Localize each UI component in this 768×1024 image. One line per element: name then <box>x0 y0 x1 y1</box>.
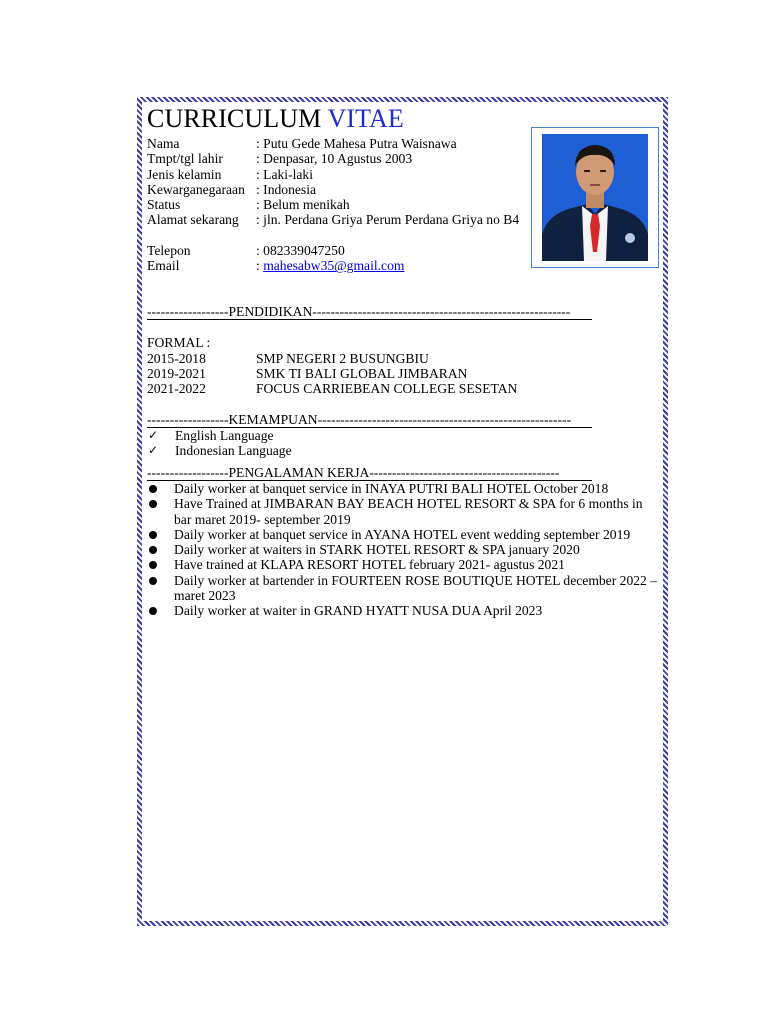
experience-header: ------------------PENGALAMAN KERJA------------------------------------------ <box>147 465 592 481</box>
info-label: Jenis kelamin <box>147 166 222 182</box>
education-school: FOCUS CARRIEBEAN COLLEGE SESETAN <box>256 381 518 397</box>
personal-info <box>147 136 659 228</box>
list-item <box>147 428 659 443</box>
experience-text: Have trained at KLAPA RESORT HOTEL february 2021- agustus 2021 <box>174 557 565 573</box>
email-prefix: : <box>256 258 264 274</box>
skill-text: Indonesian Language <box>175 443 292 459</box>
list-item <box>147 481 659 496</box>
formal-label: FORMAL : <box>147 335 211 351</box>
info-value: : Belum menikah <box>256 197 350 213</box>
experience-text: Daily worker at waiters in STARK HOTEL RESORT & SPA january 2020 <box>174 542 580 558</box>
list-item <box>147 603 659 618</box>
experience-text: Daily worker at banquet service in INAYA PUTRI BALI HOTEL October 2018 <box>174 480 609 496</box>
skills-header: ------------------KEMAMPUAN-------------------------------------------------------- <box>147 412 592 428</box>
info-row-phone <box>147 243 659 258</box>
phone-label: Telepon <box>147 243 191 259</box>
education-school: SMK TI BALI GLOBAL JIMBARAN <box>256 365 468 381</box>
info-row-gender <box>147 167 659 182</box>
phone-value: : 082339047250 <box>256 243 345 259</box>
bullet-icon <box>149 485 157 493</box>
education-row <box>147 366 659 381</box>
experience-list <box>147 481 659 619</box>
info-value: : jln. Perdana Griya Perum Perdana Griya no B4 <box>256 212 520 228</box>
bullet-icon <box>149 577 157 585</box>
info-value: : Putu Gede Mahesa Putra Waisnawa <box>256 136 457 151</box>
info-label: Nama <box>147 136 180 151</box>
education-row <box>147 351 659 366</box>
education-list <box>147 351 659 397</box>
education-years: 2019-2021 <box>147 365 206 381</box>
email-label: Email <box>147 258 180 274</box>
bullet-icon <box>149 607 157 615</box>
info-label: Kewarganegaraan <box>147 181 245 197</box>
contact-info <box>147 243 659 274</box>
email-value-wrap <box>256 258 404 273</box>
education-row <box>147 381 659 396</box>
list-item <box>147 557 659 572</box>
bullet-icon <box>149 500 157 508</box>
list-item <box>147 496 659 527</box>
list-item <box>147 443 659 458</box>
info-row-birth <box>147 151 659 166</box>
page-title <box>147 102 659 136</box>
education-header: ------------------PENDIDIKAN--------------------------------------------------------- <box>147 304 592 320</box>
info-label: Alamat sekarang <box>147 212 239 228</box>
experience-text: Daily worker at waiter in GRAND HYATT NUSA DUA April 2023 <box>174 603 543 619</box>
title-part-vitae: VITAE <box>327 104 404 133</box>
experience-text: Daily worker at banquet service in AYANA HOTEL event wedding september 2019 <box>174 526 631 542</box>
experience-text: Daily worker at bartender in FOURTEEN ROSE BOUTIQUE HOTEL december 2022 – maret 2023 <box>174 572 658 604</box>
info-row-address <box>147 212 659 227</box>
skill-text: English Language <box>175 428 274 444</box>
list-item <box>147 527 659 542</box>
info-row-nama <box>147 136 659 151</box>
bullet-icon <box>149 531 157 539</box>
info-value: : Indonesia <box>256 181 317 197</box>
list-item <box>147 573 659 604</box>
info-row-citizenship <box>147 182 659 197</box>
bullet-icon <box>149 561 157 569</box>
list-item <box>147 542 659 557</box>
skills-list <box>147 428 659 459</box>
checkmark-icon: ✓ <box>148 428 159 443</box>
info-row-status <box>147 197 659 212</box>
education-years: 2015-2018 <box>147 350 206 366</box>
checkmark-icon: ✓ <box>148 443 159 458</box>
title-part-curriculum: CURRICULUM <box>147 104 328 133</box>
email-link[interactable]: mahesabw35@gmail.com <box>263 258 405 274</box>
info-row-email <box>147 258 659 273</box>
bullet-icon <box>149 546 157 554</box>
education-years: 2021-2022 <box>147 381 206 397</box>
experience-text: Have Trained at JIMBARAN BAY BEACH HOTEL RESORT & SPA for 6 months in bar maret 2019- september 2019 <box>174 496 643 527</box>
info-label: Status <box>147 197 181 213</box>
info-label: Tmpt/tgl lahir <box>147 151 223 167</box>
info-value: : Denpasar, 10 Agustus 2003 <box>256 151 413 167</box>
info-value: : Laki-laki <box>256 166 313 182</box>
cv-content <box>147 102 659 619</box>
education-school: SMP NEGERI 2 BUSUNGBIU <box>256 350 429 366</box>
